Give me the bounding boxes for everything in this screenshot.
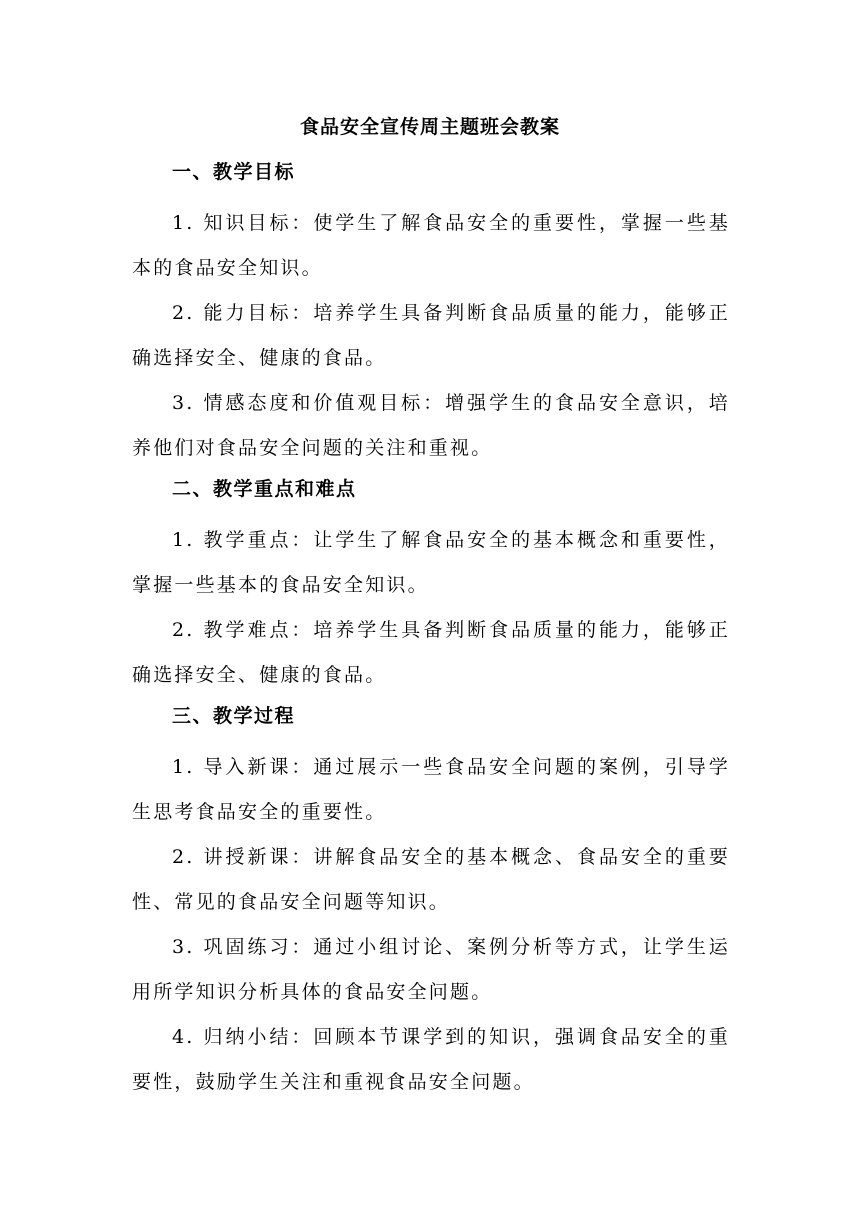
- paragraph: 1. 知识目标：使学生了解食品安全的重要性，掌握一些基本的食品安全知识。: [132, 212, 730, 279]
- section-teaching-objectives: [132, 156, 730, 471]
- paragraph: 2. 教学难点：培养学生具备判断食品质量的能力，能够正确选择安全、健康的食品。: [132, 619, 730, 686]
- section-teaching-process: [132, 700, 730, 1105]
- paragraph: 3. 情感态度和价值观目标：增强学生的食品安全意识，培养他们对食品安全问题的关注和重视。: [132, 392, 730, 459]
- paragraph: 4. 归纳小结：回顾本节课学到的知识，强调食品安全的重要性，鼓励学生关注和重视食品安全问题。: [132, 1026, 730, 1093]
- paragraph: 3. 巩固练习：通过小组讨论、案例分析等方式，让学生运用所学知识分析具体的食品安全问题。: [132, 936, 730, 1003]
- section-heading: 一、教学目标: [172, 161, 296, 183]
- paragraph: 2. 讲授新课：讲解食品安全的基本概念、食品安全的重要性、常见的食品安全问题等知识。: [132, 846, 730, 913]
- paragraph: 2. 能力目标：培养学生具备判断食品质量的能力，能够正确选择安全、健康的食品。: [132, 302, 730, 369]
- section-heading: 二、教学重点和难点: [172, 478, 357, 500]
- paragraph: 1. 导入新课：通过展示一些食品安全问题的案例，引导学生思考食品安全的重要性。: [132, 756, 730, 823]
- paragraph: 1. 教学重点：让学生了解食品安全的基本概念和重要性，掌握一些基本的食品安全知识。: [132, 529, 730, 596]
- section-key-points: [132, 473, 730, 698]
- document-body: [132, 156, 730, 1105]
- section-heading: 三、教学过程: [172, 705, 296, 727]
- document-title: 食品安全宣传周主题班会教案: [299, 116, 560, 138]
